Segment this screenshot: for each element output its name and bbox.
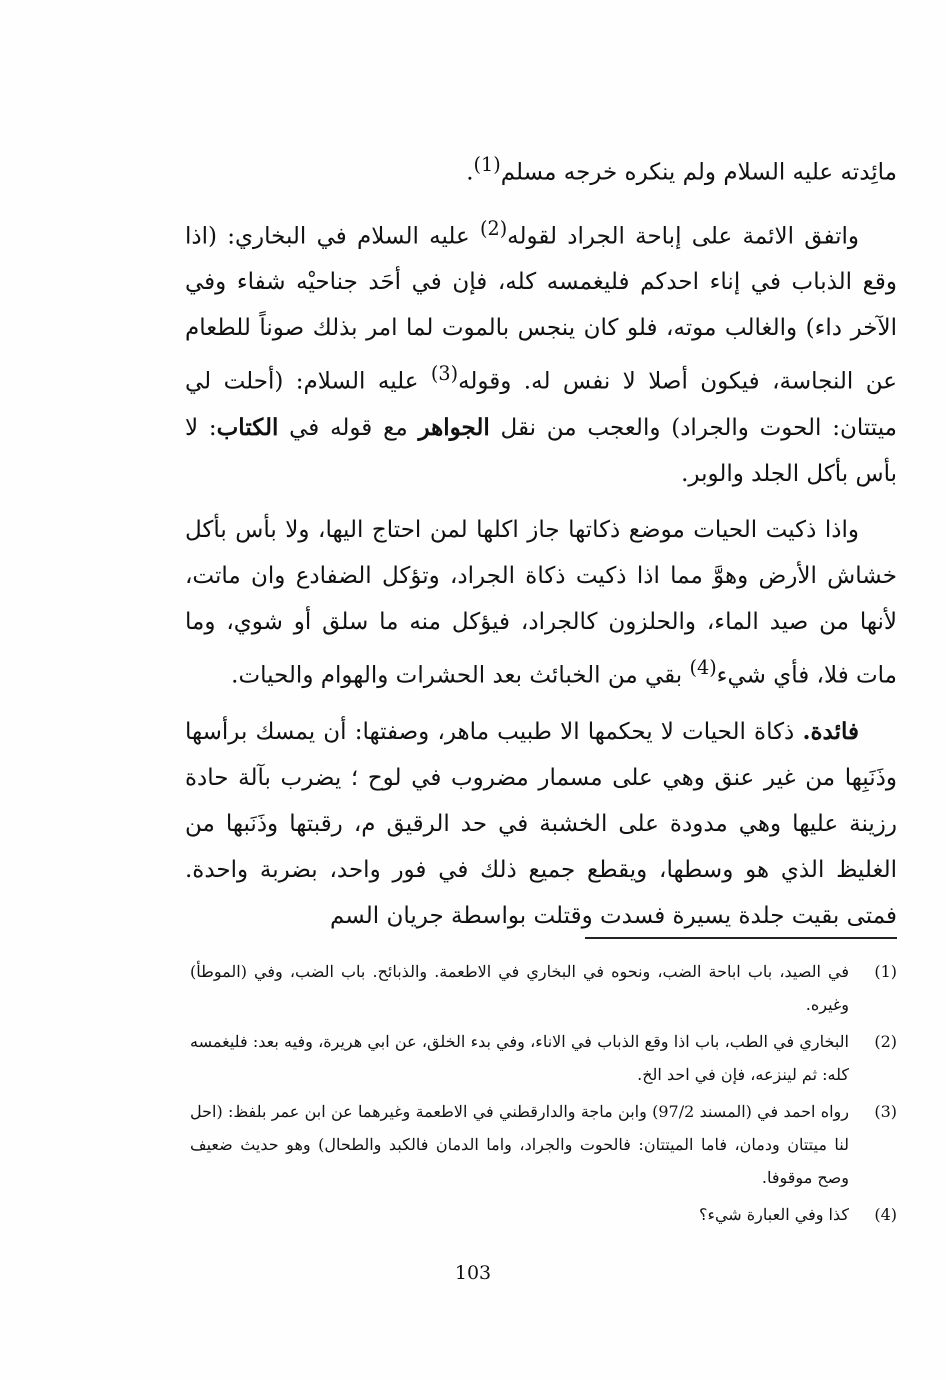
- footnote: [190, 1025, 897, 1091]
- footnote-text: كذا وفي العبارة شيء؟: [698, 1205, 849, 1224]
- footnote-ref: (4): [689, 655, 717, 679]
- footnote: [190, 955, 897, 1021]
- text-run: بقي من الخبائث بعد الحشرات والهوام والحيات.: [231, 662, 690, 689]
- main-text: [185, 142, 897, 949]
- bold-term: الجواهر: [418, 413, 490, 441]
- footnote-number: (3): [874, 1102, 897, 1121]
- paragraph-2: [185, 206, 897, 497]
- footnote-number: (1): [874, 962, 897, 981]
- text-run: مع قوله في: [278, 414, 419, 441]
- text-run: : لا بأس بأكل الجلد والوبر.: [185, 414, 897, 487]
- text-run: ذكاة الحيات لا يحكمها الا طبيب ماهر، وصفتها: أن يمسك برأسها وذَنَبِها من غير عنق وهي على مسمار مضروب في لوح ؛ يضرب بآلة حادة رزينة عليها وهي مدودة على الخشبة في حد الرقيق م، رقبتها وذَنَبها من الغليظ الذي هو وسطها، ويقطع جميع ذلك في فور واحد، بضربة واحدة. فمتى بقيت جلدة يسيرة فسدت وقتلت بواسطة جريان السم: [185, 718, 897, 929]
- bold-heading: فائدة.: [802, 717, 859, 745]
- footnote-number: (2): [874, 1032, 897, 1051]
- text-run: واذا ذكيت الحيات موضع ذكاتها جاز اكلها لمن احتاج اليها، ولا بأس بأكل خشاش الأرض وهوَّ مما اذا ذكيت ذكاة الجراد، وتؤكل الضفادع وان ماتت، لأنها من صيد الماء، والحلزون كالجراد، فيؤكل منه ما سلق أو شوي، وما مات فلا، فأي شيء: [185, 516, 897, 689]
- text-run: عليه السلام في البخاري: (اذا وقع الذباب في إناء احدكم فليغمسه كله، فإن في أحَد جناحيْه شفاء وفي الآخر داء) والغالب موته، فلو كان ينجس بالموت لما امر بذلك صوناً للطعام عن النجاسة، فيكون أصلا لا نفس له. وقوله: [185, 223, 897, 395]
- text-run: مائِدته عليه السلام ولم ينكره خرجه مسلم: [500, 159, 897, 186]
- footnote-ref: (1): [473, 153, 501, 176]
- bold-term: الكتاب: [216, 413, 279, 441]
- paragraph-1: [185, 142, 897, 196]
- footnote: [190, 1095, 897, 1194]
- footnote-text: رواه احمد في (المسند 97/2) وابن ماجة والدارقطني في الاطعمة وغيرهما عن ابن عمر بلفظ: (احل لنا ميتتان ودمان، فاما الميتتان: فالحوت والجراد، واما الدمان فالكبد والطحال) وهو حديث ضعيف وصح موقوفا.: [190, 1102, 850, 1187]
- footnote-ref: (2): [480, 216, 508, 240]
- paragraph-4: [185, 709, 897, 939]
- footnotes: [190, 955, 897, 1235]
- text-run: واتفق الائمة على إباحة الجراد لقوله: [507, 223, 859, 250]
- footnote-number: (4): [874, 1205, 897, 1224]
- footnote: [190, 1198, 897, 1231]
- text-run: .: [466, 159, 474, 186]
- paragraph-3: [185, 507, 897, 699]
- footnote-ref: (3): [430, 362, 459, 386]
- page-number: 103: [454, 1262, 492, 1284]
- footnote-text: في الصيد، باب اباحة الضب، ونحوه في البخاري في الاطعمة. والذبائح. باب الضب، وفي (الموطأ) وغيره.: [190, 962, 849, 1014]
- text-run: عليه السلام: (أحلت لي ميتتان: الحوت والجراد) والعجب من نقل: [185, 368, 897, 441]
- footnote-text: البخاري في الطب، باب اذا وقع الذباب في الاناء، وفي بدء الخلق، عن ابي هريرة، وفيه بعد: فليغمسه كله: ثم لينزعه، فإن في احد الخ.: [190, 1032, 849, 1084]
- footnote-divider: [585, 937, 897, 939]
